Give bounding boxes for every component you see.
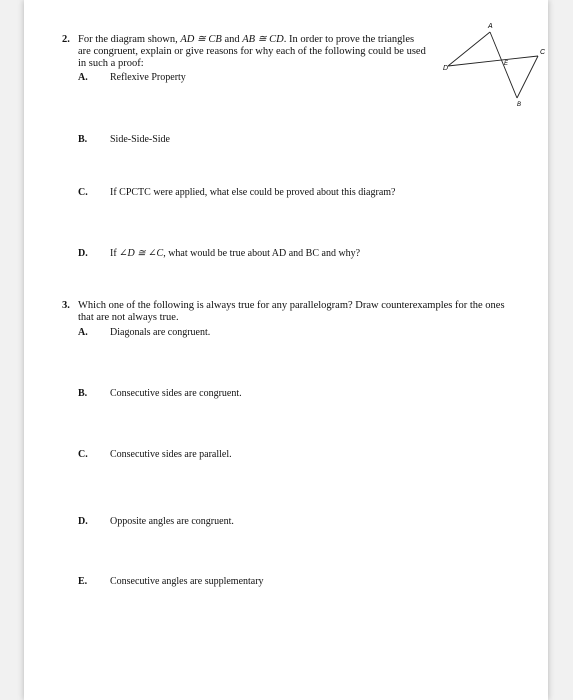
question-2-congruence-ab-cd: AB ≅ CD [242,34,284,45]
triangles-diagram [444,18,544,108]
question-2-option-c-text: If CPCTC were applied, what else could be proved about this diagram? [110,187,396,198]
question-3-option-c-text: Consecutive sides are parallel. [110,449,232,460]
question-3-number: 3. [62,300,70,311]
question-3-option-a-label: A. [78,327,88,338]
question-3-option-b-text: Consecutive sides are congruent. [110,388,242,399]
question-3-stem-line-2: that are not always true. [78,312,179,323]
question-2-option-d-text [110,248,360,259]
question-2-angle-congruence: ∠D ≅ ∠C [119,248,164,259]
vertex-label-e: E [504,61,509,67]
question-3-option-e-text: Consecutive angles are supplementary [110,576,264,587]
vertex-label-a: A [488,23,493,30]
question-2-number: 2. [62,34,70,45]
question-2-option-a-text: Reflexive Property [110,72,186,83]
question-2-option-b-label: B. [78,134,88,145]
question-2-option-d-text-pre: If [110,248,120,259]
vertex-label-b: B [517,102,522,108]
question-3-option-a-text: Diagonals are congruent. [110,327,211,338]
segment-cb [517,56,538,98]
question-2-stem-text: . In order to prove the triangles [283,34,415,45]
question-2-option-a-label: A. [78,72,88,83]
question-2-option-b-text: Side-Side-Side [110,134,170,145]
question-3-option-d-label: D. [78,516,88,527]
question-2-congruence-ad-cb: AD ≅ CB [180,34,222,45]
question-2-stem-line-2: are congruent, explain or give reasons for why each of the following could be used [78,46,426,57]
segment-da [448,32,490,66]
question-2-option-c-label: C. [78,187,88,198]
question-2-option-d-label: D. [78,248,88,259]
question-2-stem-text: and [221,34,243,45]
question-3-option-d-text: Opposite angles are congruent. [110,516,234,527]
question-3-option-e-label: E. [78,576,88,587]
question-2-stem-text: For the diagram shown, [78,34,181,45]
question-2-stem-line-3: in such a proof: [78,58,144,69]
question-3-stem-line-1: Which one of the following is always true for any parallelogram? Draw counterexamples for the ones [78,300,505,311]
question-2-stem-line-1 [78,34,414,46]
worksheet-page [24,0,548,700]
segment-dc [448,56,538,66]
question-3-option-c-label: C. [78,449,88,460]
question-2-option-d-text-post: , what would be true about AD and BC and why? [163,248,361,259]
question-3-option-b-label: B. [78,388,88,399]
vertex-label-d: D [443,65,449,72]
vertex-label-c: C [540,49,546,56]
